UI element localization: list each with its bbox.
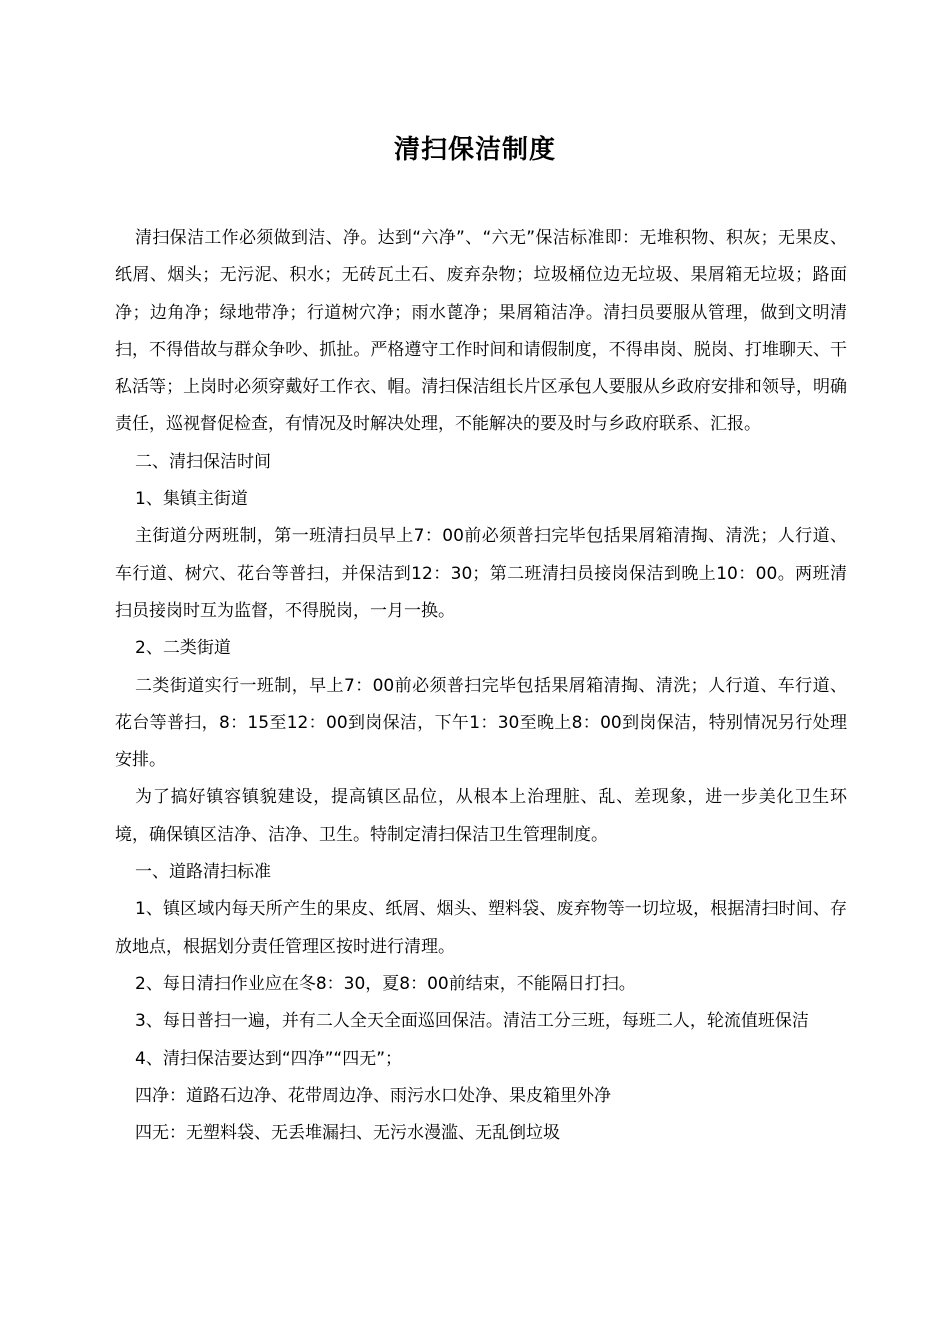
paragraph-purpose: 为了搞好镇容镇貌建设，提高镇区品位，从根本上治理脏、乱、差现象，进一步美化卫生环境，确保镇区洁净、洁净、卫生。特制定清扫保洁卫生管理制度。 (115, 787, 847, 845)
four-clean-line: 四净：道路石边净、花带周边净、雨污水口处净、果皮箱里外净 (135, 1085, 611, 1106)
paragraph-secondary-street-shift: 二类街道实行一班制，早上7：00前必须普扫完毕包括果屑箱清掏、清洗；人行道、车行道、花台等普扫，8：15至12：00到岗保洁，下午1：30至晚上8：00到岗保洁，特别情况另行处理安排。 (115, 675, 847, 771)
document-body (115, 220, 847, 1152)
paragraph-main-street-shifts: 主街道分两班制，第一班清扫员早上7：00前必须普扫完毕包括果屑箱清掏、清洗；人行道、车行道、树穴、花台等普扫，并保洁到12：30；第二班清扫员接岗保洁到晚上10：00。两班清扫员接岗时互为监督，不得脱岗，一月一换。 (115, 526, 847, 621)
subheading-main-street: 1、集镇主街道 (135, 489, 248, 510)
heading-cleaning-time: 二、清扫保洁时间 (135, 451, 271, 472)
subheading-secondary-street: 2、二类街道 (135, 638, 231, 659)
heading-road-cleaning-standard: 一、道路清扫标准 (135, 862, 271, 883)
paragraph-cleaning-standards: 清扫保洁工作必须做到洁、净。达到“六净”、“六无”保洁标准即：无堆积物、积灰；无果皮、纸屑、烟头；无污泥、积水；无砖瓦土石、废弃杂物；垃圾桶位边无垃圾、果屑箱无垃圾；路面净；边角净；绿地带净；行道树穴净；雨水蓖净；果屑箱洁净。清扫员要服从管理，做到文明清扫，不得借故与群众争吵、抓扯。严格遵守工作时间和请假制度，不得串岗、脱岗、打堆聊天、干私活等；上岗时必须穿戴好工作衣、帽。清扫保洁组长片区承包人要服从乡政府安排和领导，明确责任，巡视督促检查，有情况及时解决处理，不能解决的要及时与乡政府联系、汇报。 (115, 228, 847, 435)
list-item-2: 2、每日清扫作业应在冬8：30，夏8：00前结束，不能隔日打扫。 (135, 973, 636, 994)
document-title: 清扫保洁制度 (393, 135, 556, 165)
list-item-1: 1、镇区域内每天所产生的果皮、纸屑、烟头、塑料袋、废弃物等一切垃圾，根据清扫时间、存放地点，根据划分责任管理区按时进行清理。 (115, 899, 847, 957)
four-none-line: 四无：无塑料袋、无丢堆漏扫、无污水漫滥、无乱倒垃圾 (135, 1123, 560, 1144)
list-item-3: 3、每日普扫一遍，并有二人全天全面巡回保洁。清洁工分三班，每班二人，轮流值班保洁 (135, 1011, 809, 1032)
list-item-4: 4、清扫保洁要达到“四净”“四无”； (135, 1048, 403, 1069)
